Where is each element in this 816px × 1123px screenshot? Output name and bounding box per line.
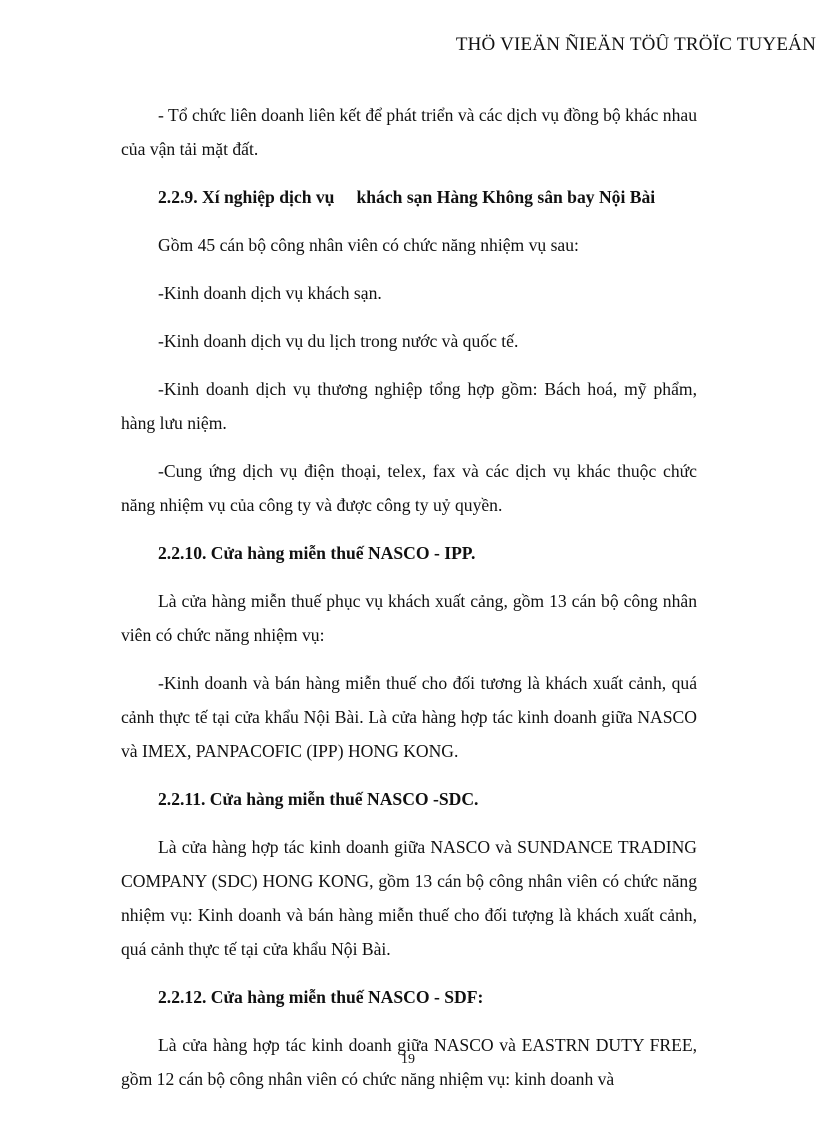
- paragraph-telecom-service: -Cung ứng dịch vụ điện thoại, telex, fax và các dịch vụ khác thuộc chức năng nhiệm vụ của công ty và được công ty uỷ quyền.: [121, 461, 697, 515]
- section-heading-2-2-11: 2.2.11. Cửa hàng miễn thuế NASCO -SDC.: [158, 789, 479, 809]
- section-heading-2-2-9: 2.2.9. Xí nghiệp dịch vụ khách sạn Hàng Không sân bay Nội Bài: [158, 187, 656, 207]
- paragraph-sdc-business: Là cửa hàng hợp tác kinh doanh giữa NASCO và SUNDANCE TRADING COMPANY (SDC) HONG KONG, gồm 13 cán bộ công nhân viên có chức năng nhiệm vụ: Kinh doanh và bán hàng miễn thuế cho đối tượng là khách xuất cảnh, quá cảnh thực tế tại cửa khẩu Nội Bài.: [121, 837, 697, 959]
- section-heading-2-2-12: 2.2.12. Cửa hàng miễn thuế NASCO - SDF:: [158, 987, 484, 1007]
- paragraph-joint-venture: - Tổ chức liên doanh liên kết để phát triển và các dịch vụ đồng bộ khác nhau của vận tải mặt đất.: [121, 105, 697, 159]
- paragraph-ipp-business: -Kinh doanh và bán hàng miễn thuế cho đối tương là khách xuất cảnh, quá cảnh thực tế tại cửa khẩu Nội Bài. Là cửa hàng hợp tác kinh doanh giữa NASCO và IMEX, PANPACOFIC (IPP) HONG KONG.: [121, 673, 697, 761]
- page-content: [121, 98, 697, 1110]
- page-header: THÖ VIEÄN ÑIEÄN TÖÛ TRÖÏC TUYEÁN: [455, 34, 816, 55]
- paragraph-hotel-service: -Kinh doanh dịch vụ khách sạn.: [158, 283, 382, 303]
- page-number: 19: [401, 1052, 415, 1067]
- paragraph-commerce-service: -Kinh doanh dịch vụ thương nghiệp tổng hợp gồm: Bách hoá, mỹ phẩm, hàng lưu niệm.: [121, 379, 697, 433]
- paragraph-ipp-intro: Là cửa hàng miễn thuế phục vụ khách xuất cảng, gồm 13 cán bộ công nhân viên có chức năng nhiệm vụ:: [121, 591, 697, 645]
- paragraph-staff-count: Gồm 45 cán bộ công nhân viên có chức năng nhiệm vụ sau:: [158, 235, 579, 255]
- paragraph-travel-service: -Kinh doanh dịch vụ du lịch trong nước và quốc tế.: [158, 331, 519, 351]
- paragraph-sdf-business: Là cửa hàng hợp tác kinh doanh giữa NASCO và EASTRN DUTY FREE, gồm 12 cán bộ công nhân viên có chức năng nhiệm vụ: kinh doanh và: [121, 1035, 697, 1089]
- section-heading-2-2-10: 2.2.10. Cửa hàng miễn thuế NASCO - IPP.: [158, 543, 476, 563]
